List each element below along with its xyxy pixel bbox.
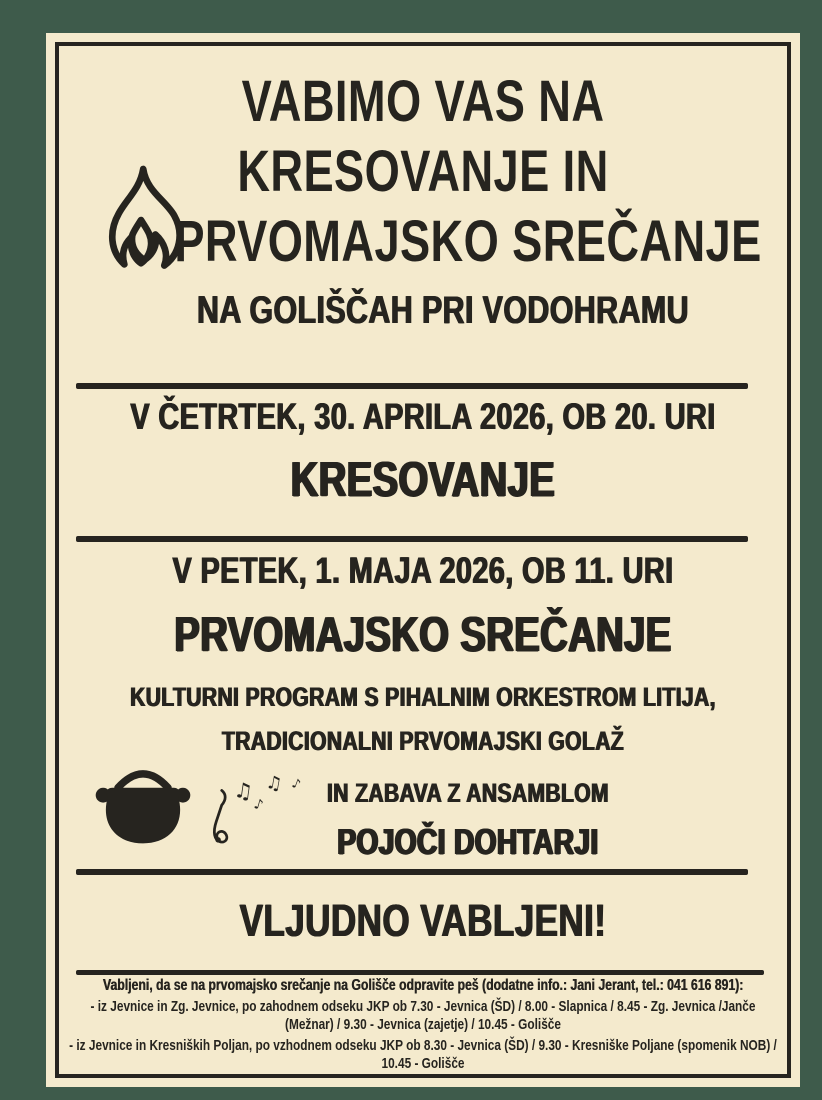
program-line-1: KULTURNI PROGRAM S PIHALNIM ORKESTROM LITIJA, bbox=[130, 682, 716, 712]
event2-name: PRVOMAJSKO SREČANJE bbox=[174, 608, 672, 662]
music-note-icon: ♫ bbox=[232, 777, 255, 805]
section-divider-4 bbox=[76, 970, 764, 975]
section-divider-3 bbox=[76, 869, 748, 875]
event1-datetime: V ČETRTEK, 30. APRILA 2026, OB 20. URI bbox=[130, 396, 716, 437]
event1-name: KRESOVANJE bbox=[290, 453, 556, 507]
poster-paper bbox=[46, 33, 800, 1087]
title-line-1: VABIMO VAS NA bbox=[241, 69, 605, 134]
subtitle: NA GOLIŠČAH PRI VODOHRAMU bbox=[197, 289, 689, 332]
music-note-icon: ♪ bbox=[251, 796, 265, 814]
section-divider-2 bbox=[76, 536, 748, 542]
title-line-2: KRESOVANJE IN bbox=[237, 139, 609, 204]
band-name: POJOČI DOHTARJI bbox=[337, 821, 599, 862]
title-line-3: PRVOMAJSKO SREČANJE bbox=[174, 209, 762, 274]
program-line-2: TRADICIONALNI PRVOMAJSKI GOLAŽ bbox=[221, 726, 625, 756]
footer-info bbox=[46, 977, 800, 1076]
closing-line: VLJUDNO VABLJENI! bbox=[239, 895, 607, 946]
music-note-icon: ♫ bbox=[264, 771, 284, 796]
program-line-3: IN ZABAVA Z ANSAMBLOM bbox=[327, 778, 609, 808]
music-note-icon: ♪ bbox=[289, 776, 303, 793]
footer-route-2: - iz Jevnice in Kresniških Poljan, po vzhodnem odseku JKP ob 8.30 - Jevnica (ŠD) / 9.30 - Kresniške Poljane (spomenik NOB) / 10.45 - Golišče bbox=[69, 1037, 777, 1072]
footer-intro: Vabljeni, da se na prvomajsko srečanje na Golišče odpravite peš (dodatne info.: Jani Jerant, tel.: 041 616 891): bbox=[102, 977, 744, 994]
section-divider-1 bbox=[76, 383, 748, 389]
event2-datetime: V PETEK, 1. MAJA 2026, OB 11. URI bbox=[172, 550, 674, 591]
footer-route-1: - iz Jevnice in Zg. Jevnice, po zahodnem odseku JKP ob 7.30 - Jevnica (ŠD) / 8.00 - Slapnica / 8.45 - Zg. Jevnica /Janče (Mežnar) / 9.30 - Jevnica (zajetje) / 10.45 - Golišče bbox=[90, 998, 756, 1033]
